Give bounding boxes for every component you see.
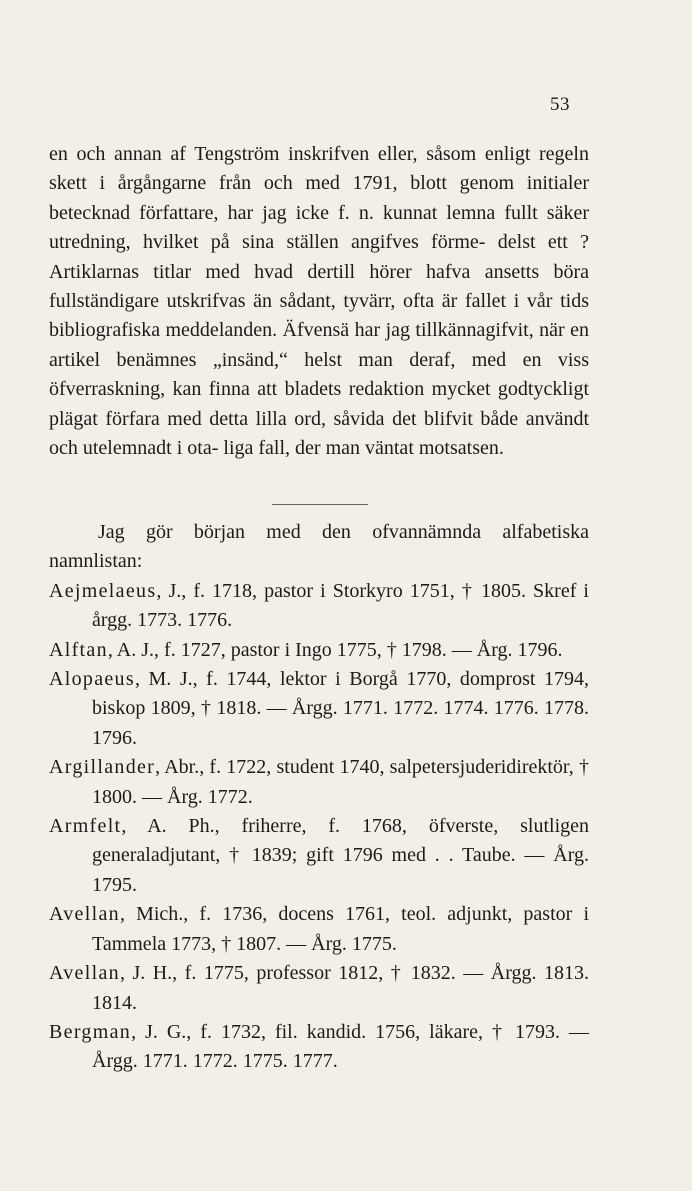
- list-entry: [49, 665, 589, 753]
- listing-intro: Jag gör början med den ofvannämnda alfabetiska namnlistan:: [49, 521, 589, 573]
- intro-line: en och annan af Tengström inskrifven eller, såsom enligt: [49, 143, 531, 165]
- list-entry: [49, 753, 589, 812]
- intro-line: delst ett ? Artiklarnas titlar med hvad dertill hörer hafva: [49, 231, 590, 283]
- intro-line: initialer betecknad författare, har jag icke f. n. kunnat lemna: [49, 172, 589, 224]
- intro-line: är fallet i vår tids bibliografiska meddelanden. Äfvensä har: [49, 290, 589, 342]
- entry-text: , J. H., f. 1775, professor 1812, † 1832. — Årgg. 1813. 1814.: [92, 962, 589, 1014]
- intro-line: ord, såvida det blifvit både användt och utelemnadt i ota-: [49, 407, 590, 460]
- entry-text: , A. Ph., friherre, f. 1768, öfverste, slutligen generaladjutant, † 1839; gift 1796 med . . Taube. — Årg. 1795.: [92, 815, 589, 896]
- list-entry: [49, 959, 589, 1018]
- entry-text: , Mich., f. 1736, docens 1761, teol. adjunkt, pastor i Tammela 1773, † 1807. — Årg. 1775.: [92, 903, 589, 955]
- intro-line: man deraf, med en viss öfverraskning, kan finna att bladets: [49, 348, 589, 401]
- entry-text: , A. J., f. 1727, pastor i Ingo 1775, † 1798. — Årg. 1796.: [107, 638, 563, 661]
- entry-name: Alftan: [49, 638, 108, 661]
- entry-text: , Abr., f. 1722, student 1740, salpetersjuderidirektör, † 1800. — Årg. 1772.: [92, 756, 589, 808]
- list-entry: [49, 900, 589, 959]
- intro-line: redaktion mycket godtyckligt plägat förfara med detta lilla: [49, 378, 590, 430]
- list-entry: [49, 1018, 589, 1077]
- entry-text: , M. J., f. 1744, lektor i Borgå 1770, domprost 1794, biskop 1809, † 1818. — Årgg. 1771. 1772. 1774. 1776. 1778. 1796.: [92, 668, 589, 749]
- intro-line: liga fall, der man väntat motsatsen.: [223, 437, 504, 460]
- entry-name: Argillander: [49, 756, 156, 779]
- intro-paragraph: [49, 140, 589, 463]
- entry-name: Alopaeus: [49, 668, 135, 691]
- list-entry: [49, 812, 589, 900]
- entry-name: Avellan: [49, 962, 120, 985]
- intro-line: fullt säker utredning, hvilket på sina ställen angifves förme-: [49, 201, 589, 254]
- entry-name: Armfelt: [49, 815, 122, 838]
- entry-text: , J. G., f. 1732, fil. kandid. 1756, läkare, † 1793. — Årgg. 1771. 1772. 1775. 1777.: [92, 1020, 589, 1073]
- entry-name: Avellan: [49, 903, 120, 926]
- page-number: 53: [550, 94, 570, 115]
- list-entry: [49, 636, 589, 665]
- section-divider: [272, 504, 368, 505]
- entry-name: Aejmelaeus: [49, 579, 157, 602]
- intro-text: [49, 140, 589, 463]
- name-listing: [49, 518, 589, 1077]
- intro-line: ansetts böra fullständigare utskrifvas än sådant, tyvärr, ofta: [49, 260, 589, 313]
- entry-text: , J., f. 1718, pastor i Storkyro 1751, † 1805. Skref i årgg. 1773. 1776.: [92, 579, 589, 632]
- intro-line: regeln skett i årgångarne från och med 1791, blott genom: [49, 143, 589, 195]
- list-entry: [49, 577, 589, 636]
- intro-line: jag tillkännagifvit, när en artikel benämnes „insänd,“ helst: [49, 319, 589, 371]
- entry-name: Bergman: [49, 1020, 132, 1043]
